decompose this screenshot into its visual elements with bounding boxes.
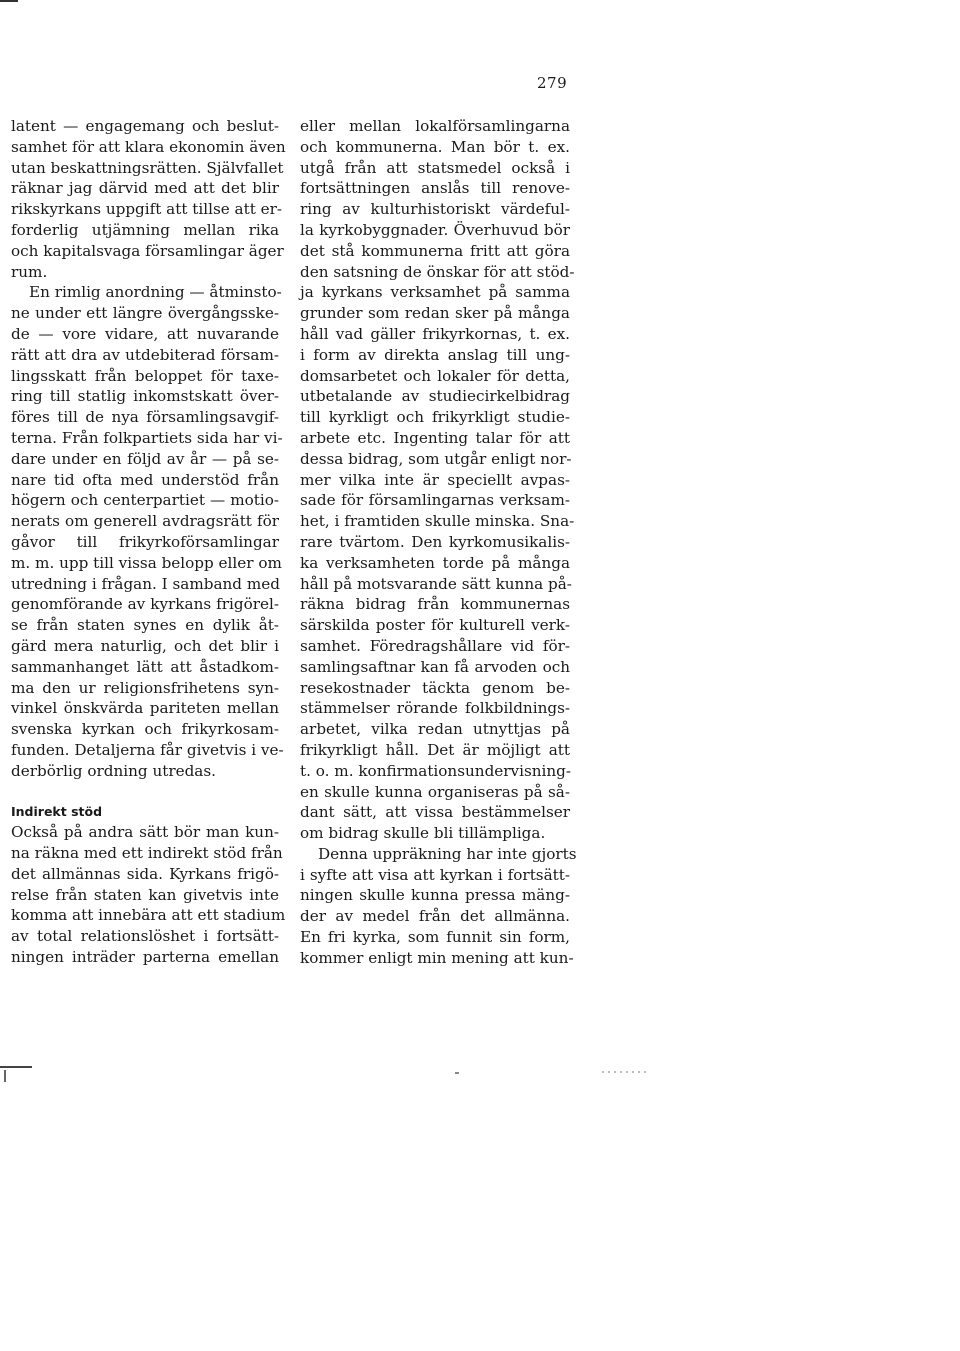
- text-line: utredning i frågan. I samband med: [11, 574, 280, 593]
- text-line: stämmelser rörande folkbildnings-: [300, 699, 570, 718]
- text-line: räknar jag därvid med att det blir: [11, 179, 279, 198]
- text-line: En fri kyrka, som funnit sin form,: [300, 928, 570, 947]
- text-line: ring av kulturhistoriskt värdeful-: [300, 200, 570, 219]
- text-line: het, i framtiden skulle minska. Sna-: [300, 512, 575, 531]
- text-line: kommer enligt min mening att kun-: [300, 948, 574, 967]
- text-line: rikskyrkans uppgift att tillse att er-: [11, 200, 283, 219]
- text-line: derbörlig ordning utredas.: [11, 761, 216, 780]
- text-line: nare tid ofta med understöd från: [11, 470, 279, 489]
- text-line: av total relationslöshet i fortsätt-: [11, 927, 279, 946]
- section-gap: [11, 782, 279, 802]
- text-line: håll på motsvarande sätt kunna på-: [300, 574, 572, 593]
- text-line: frikyrkligt håll. Det är möjligt att: [300, 740, 570, 759]
- text-line: la kyrkobyggnader. Överhuvud bör: [300, 220, 570, 239]
- scan-edge-tick: [4, 1070, 6, 1082]
- left-column: [11, 116, 286, 968]
- text-line: håll vad gäller frikyrkornas, t. ex.: [300, 324, 570, 343]
- text-line: det allmännas sida. Kyrkans frigö-: [11, 864, 279, 883]
- text-line: i syfte att visa att kyrkan i fortsätt-: [300, 865, 570, 884]
- text-line: t. o. m. konfirmationsundervisning-: [300, 761, 572, 780]
- text-line: na räkna med ett indirekt stöd från: [11, 844, 283, 863]
- paragraph: [11, 116, 286, 282]
- text-line: samhet för att klara ekonomin även: [11, 137, 286, 156]
- text-line: resekostnader täckta genom be-: [300, 678, 570, 697]
- text-line: ma den ur religionsfrihetens syn-: [11, 678, 279, 697]
- text-line: m. m. upp till vissa belopp eller om: [11, 553, 282, 572]
- scan-specks: [602, 1071, 648, 1073]
- text-line: rätt att dra av utdebiterad försam-: [11, 345, 279, 364]
- text-line: dare under en följd av år — på se-: [11, 449, 279, 468]
- paragraph: [11, 822, 286, 968]
- text-line: lingsskatt från beloppet för taxe-: [11, 366, 279, 385]
- page-number: 279: [537, 74, 568, 92]
- text-line: eller mellan lokalförsamlingarna: [300, 117, 570, 135]
- text-line: dessa bidrag, som utgår enligt nor-: [300, 449, 572, 468]
- text-line: rum.: [11, 262, 48, 281]
- text-line: forderlig utjämning mellan rika: [11, 220, 279, 239]
- paragraph: [300, 844, 577, 969]
- right-column: [300, 116, 577, 969]
- text-line: relse från staten kan givetvis inte: [11, 885, 279, 904]
- text-line: ring till statlig inkomstskatt över-: [11, 387, 279, 406]
- text-line: dant sätt, att vissa bestämmelser: [300, 803, 570, 822]
- text-line: utgå från att statsmedel också i: [300, 158, 570, 177]
- text-line: utbetalande av studiecirkelbidrag: [300, 387, 570, 406]
- text-line: nerats om generell avdragsrätt för: [11, 512, 279, 531]
- text-line: grunder som redan sker på många: [300, 304, 570, 323]
- text-line: arbetet, vilka redan utnyttjas på: [300, 720, 570, 739]
- text-line: högern och centerpartiet — motio-: [11, 491, 279, 510]
- text-line: samlingsaftnar kan få arvoden och: [300, 657, 570, 676]
- text-line: gåvor till frikyrkoförsamlingar: [11, 532, 279, 551]
- scan-corner-mark: [0, 0, 18, 2]
- text-line: Denna uppräkning har inte gjorts: [318, 844, 577, 863]
- text-line: föres till de nya församlingsavgif-: [11, 408, 279, 427]
- text-line: de — vore vidare, att nuvarande: [11, 324, 279, 343]
- text-line: der av medel från det allmänna.: [300, 907, 570, 926]
- text-line: fortsättningen anslås till renove-: [300, 179, 570, 198]
- paragraph: [300, 116, 575, 844]
- text-line: och kommunerna. Man bör t. ex.: [300, 137, 570, 156]
- text-line: räkna bidrag från kommunernas: [300, 595, 570, 614]
- section-heading: Indirekt stöd: [11, 803, 103, 819]
- text-line: vinkel önskvärda pariteten mellan: [11, 699, 279, 718]
- text-line: om bidrag skulle bli tillämpliga.: [300, 824, 546, 843]
- text-line: en skulle kunna organiseras på så-: [300, 782, 570, 801]
- text-line: mer vilka inte är speciellt avpas-: [300, 470, 570, 489]
- scan-speck: [455, 1072, 459, 1074]
- text-line: domsarbetet och lokaler för detta,: [300, 366, 570, 385]
- text-line: sade för församlingarnas verksam-: [300, 491, 570, 510]
- text-line: Också på andra sätt bör man kun-: [11, 823, 279, 842]
- text-line: i form av direkta anslag till ung-: [300, 345, 570, 364]
- text-line: se från staten synes en dylik åt-: [11, 616, 279, 635]
- text-line: den satsning de önskar för att stöd-: [300, 262, 575, 281]
- text-line: En rimlig anordning — åtminsto-: [29, 283, 282, 302]
- text-line: ne under ett längre övergångsske-: [11, 304, 279, 323]
- text-line: ningen inträder parterna emellan: [11, 948, 279, 967]
- text-line: utan beskattningsrätten. Självfallet: [11, 158, 284, 177]
- text-line: gärd mera naturlig, och det blir i: [11, 636, 279, 655]
- text-line: funden. Detaljerna får givetvis i ve-: [11, 740, 284, 759]
- text-line: särskilda poster för kulturell verk-: [300, 616, 570, 635]
- text-line: ka verksamheten torde på många: [300, 553, 570, 572]
- text-line: komma att innebära att ett stadium: [11, 906, 286, 925]
- text-line: terna. Från folkpartiets sida har vi-: [11, 428, 283, 447]
- text-line: till kyrkligt och frikyrkligt studie-: [300, 408, 570, 427]
- text-line: arbete etc. Ingenting talar för att: [300, 428, 570, 447]
- text-line: ningen skulle kunna pressa mäng-: [300, 886, 570, 905]
- text-line: sammanhanget lätt att åstadkom-: [11, 657, 279, 676]
- text-line: samhet. Föredragshållare vid för-: [300, 636, 570, 655]
- text-line: ja kyrkans verksamhet på samma: [300, 283, 570, 302]
- text-line: genomförande av kyrkans frigörel-: [11, 595, 279, 614]
- scan-edge-rule: [0, 1066, 32, 1068]
- text-line: det stå kommunerna fritt att göra: [300, 241, 570, 260]
- paragraph: [11, 282, 284, 781]
- text-line: och kapitalsvaga församlingar äger: [11, 241, 284, 260]
- text-line: svenska kyrkan och frikyrkosam-: [11, 720, 279, 739]
- text-line: rare tvärtom. Den kyrkomusikalis-: [300, 532, 570, 551]
- text-line: latent — engagemang och beslut-: [11, 117, 279, 135]
